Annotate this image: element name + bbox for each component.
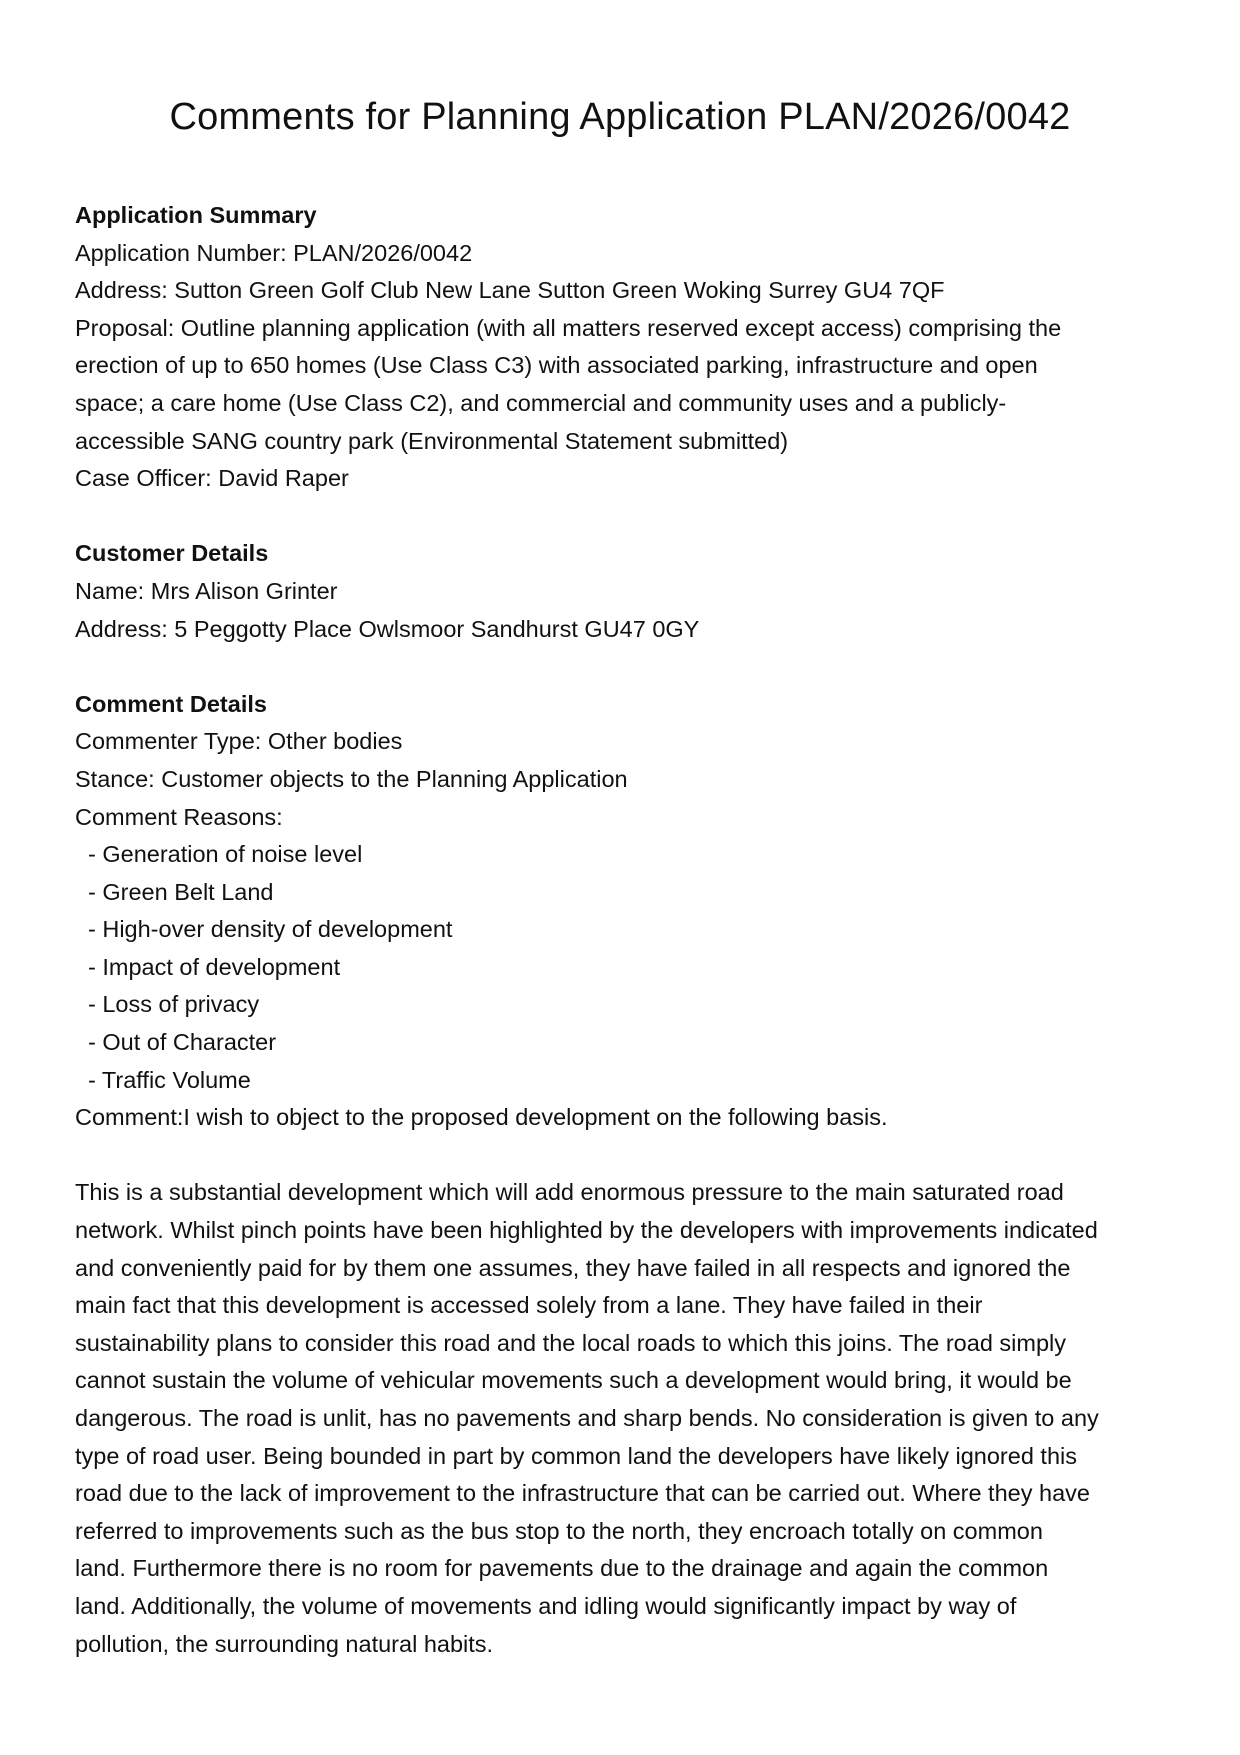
customer-name: Name: Mrs Alison Grinter xyxy=(75,577,338,604)
application-number: Application Number: PLAN/2026/0042 xyxy=(75,239,473,266)
document-content xyxy=(75,197,1175,1663)
comment-reasons-label: Comment Reasons: xyxy=(75,803,283,830)
list-item: - Traffic Volume xyxy=(88,1066,251,1093)
customer-details-section xyxy=(75,535,1175,648)
customer-address: Address: 5 Peggotty Place Owlsmoor Sandhurst GU47 0GY xyxy=(75,615,700,642)
section-spacer xyxy=(75,498,1175,536)
list-item: - Out of Character xyxy=(88,1029,277,1056)
stance: Stance: Customer objects to the Planning Application xyxy=(75,765,628,792)
comment-body-line: type of road user. Being bounded in part by common land the developers have likely ignored this xyxy=(75,1442,1077,1469)
proposal-line: erection of up to 650 homes (Use Class C3) with associated parking, infrastructure and open xyxy=(75,352,1038,379)
page-title: Comments for Planning Application PLAN/2026/0042 xyxy=(169,96,1071,138)
comment-body-line: main fact that this development is accessed solely from a lane. They have failed in their xyxy=(75,1292,983,1319)
paragraph-spacer xyxy=(75,1137,1175,1175)
comment-body-line: referred to improvements such as the bus stop to the north, they encroach totally on common xyxy=(75,1517,1043,1544)
proposal-line: accessible SANG country park (Environmental Statement submitted) xyxy=(75,427,789,454)
comment-body-line: road due to the lack of improvement to the infrastructure that can be carried out. Where they have xyxy=(75,1480,1090,1507)
comment-intro: Comment:I wish to object to the proposed development on the following basis. xyxy=(75,1104,888,1131)
comment-body-line: sustainability plans to consider this road and the local roads to which this joins. The road simply xyxy=(75,1329,1067,1356)
proposal-line: space; a care home (Use Class C2), and commercial and community uses and a publicly- xyxy=(75,389,1007,416)
comment-details-section xyxy=(75,686,1175,1663)
proposal-line: Proposal: Outline planning application (with all matters reserved except access) comprising the xyxy=(75,314,1062,341)
comment-body-line: and conveniently paid for by them one assumes, they have failed in all respects and ignored the xyxy=(75,1254,1071,1281)
list-item: - Impact of development xyxy=(88,953,341,980)
application-summary-heading: Application Summary xyxy=(75,202,317,228)
comment-details-heading: Comment Details xyxy=(75,690,267,717)
comment-body-line: land. Furthermore there is no room for pavements due to the drainage and again the common xyxy=(75,1555,1049,1582)
list-item: - Green Belt Land xyxy=(88,878,274,905)
comment-reasons-list xyxy=(75,836,1175,1099)
list-item: - Loss of privacy xyxy=(88,991,260,1018)
comment-body-line: land. Additionally, the volume of movements and idling would significantly impact by way of xyxy=(75,1592,1017,1619)
comment-body-line: pollution, the surrounding natural habits. xyxy=(75,1630,494,1657)
comment-body xyxy=(75,1174,1175,1663)
section-spacer xyxy=(75,648,1175,686)
comment-body-line: network. Whilst pinch points have been highlighted by the developers with improvements indicated xyxy=(75,1217,1098,1244)
application-address: Address: Sutton Green Golf Club New Lane Sutton Green Woking Surrey GU4 7QF xyxy=(75,277,945,304)
comment-body-line: This is a substantial development which will add enormous pressure to the main saturated road xyxy=(75,1179,1064,1206)
application-summary-section xyxy=(75,197,1175,498)
case-officer: Case Officer: David Raper xyxy=(75,465,349,492)
comment-body-line: cannot sustain the volume of vehicular movements such a development would bring, it would be xyxy=(75,1367,1072,1394)
commenter-type: Commenter Type: Other bodies xyxy=(75,728,403,755)
list-item: - High-over density of development xyxy=(88,916,453,943)
customer-details-heading: Customer Details xyxy=(75,540,269,567)
list-item: - Generation of noise level xyxy=(88,841,363,868)
comment-body-line: dangerous. The road is unlit, has no pavements and sharp bends. No consideration is given to any xyxy=(75,1405,1099,1431)
